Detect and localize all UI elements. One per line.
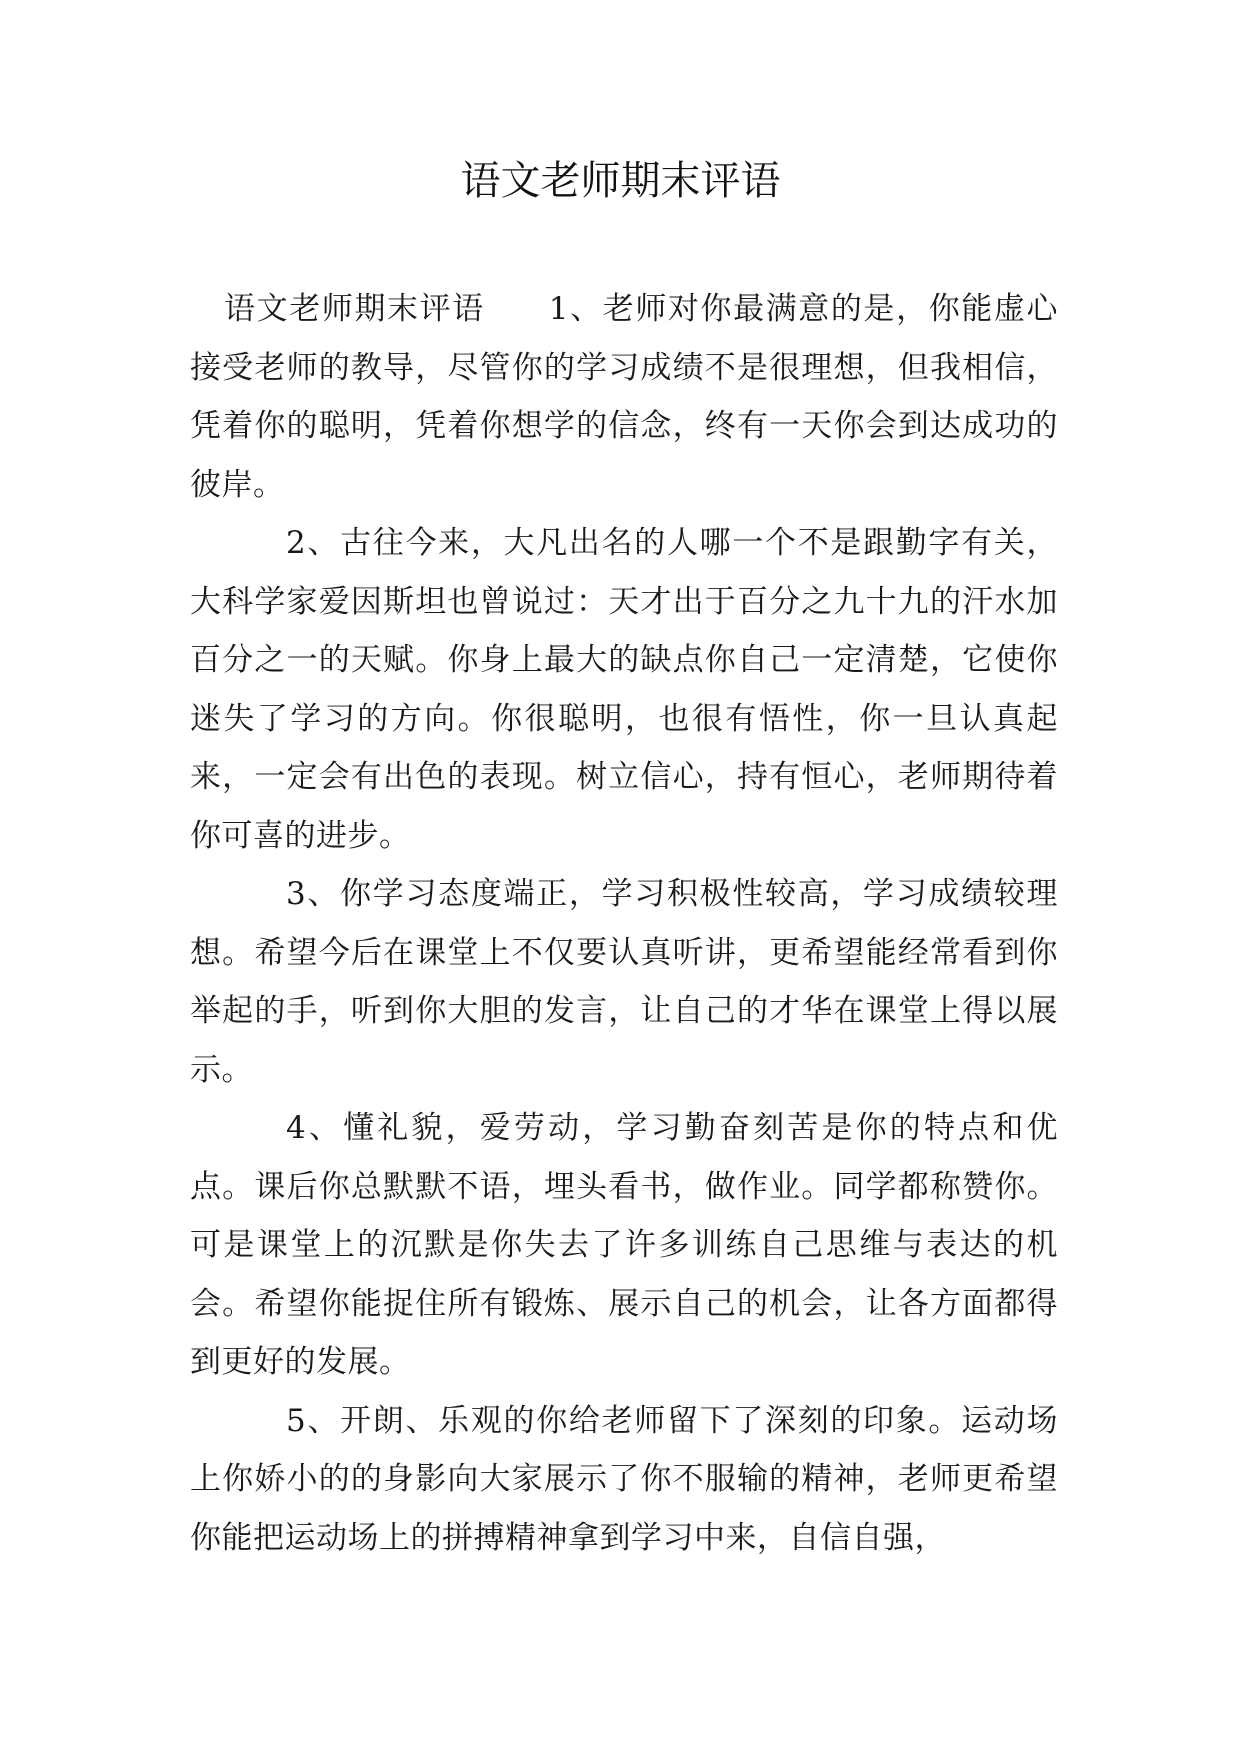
lead-label: 语文老师期末评语 — [224, 291, 485, 327]
paragraph-1 — [190, 280, 1058, 514]
paragraph-1-text: 1、老师对你最满意的是，你能虚心接受老师的教导，尽管你的学习成绩不是很理想，但我相信，凭着你的聪明，凭着你想学的信念，终有一天你会到达成功的彼岸。 — [190, 291, 1058, 503]
paragraph-4: 4、懂礼貌，爱劳动，学习勤奋刻苦是你的特点和优点。课后你总默默不语，埋头看书，做作业。同学都称赞你。可是课堂上的沉默是你失去了许多训练自己思维与表达的机会。希望你能捉住所有锻炼、展示自己的机会，让各方面都得到更好的发展。 — [190, 1110, 1058, 1380]
document-body — [190, 280, 1058, 1567]
paragraph-5: 5、开朗、乐观的你给老师留下了深刻的印象。运动场上你娇小的的身影向大家展示了你不服输的精神，老师更希望你能把运动场上的拼搏精神拿到学习中来，自信自强， — [190, 1402, 1058, 1556]
paragraph-2: 2、古往今来，大凡出名的人哪一个不是跟勤字有关，大科学家爱因斯坦也曾说过：天才出于百分之九十九的汗水加百分之一的天赋。你身上最大的缺点你自己一定清楚，它使你迷失了学习的方向。你很聪明，也很有悟性，你一旦认真起来，一定会有出色的表现。树立信心，持有恒心，老师期待着你可喜的进步。 — [190, 525, 1058, 854]
paragraph-3: 3、你学习态度端正，学习积极性较高，学习成绩较理想。希望今后在课堂上不仅要认真听讲，更希望能经常看到你举起的手，听到你大胆的发言，让自己的才华在课堂上得以展示。 — [190, 876, 1058, 1088]
document-title: 语文老师期末评语 — [460, 158, 781, 204]
